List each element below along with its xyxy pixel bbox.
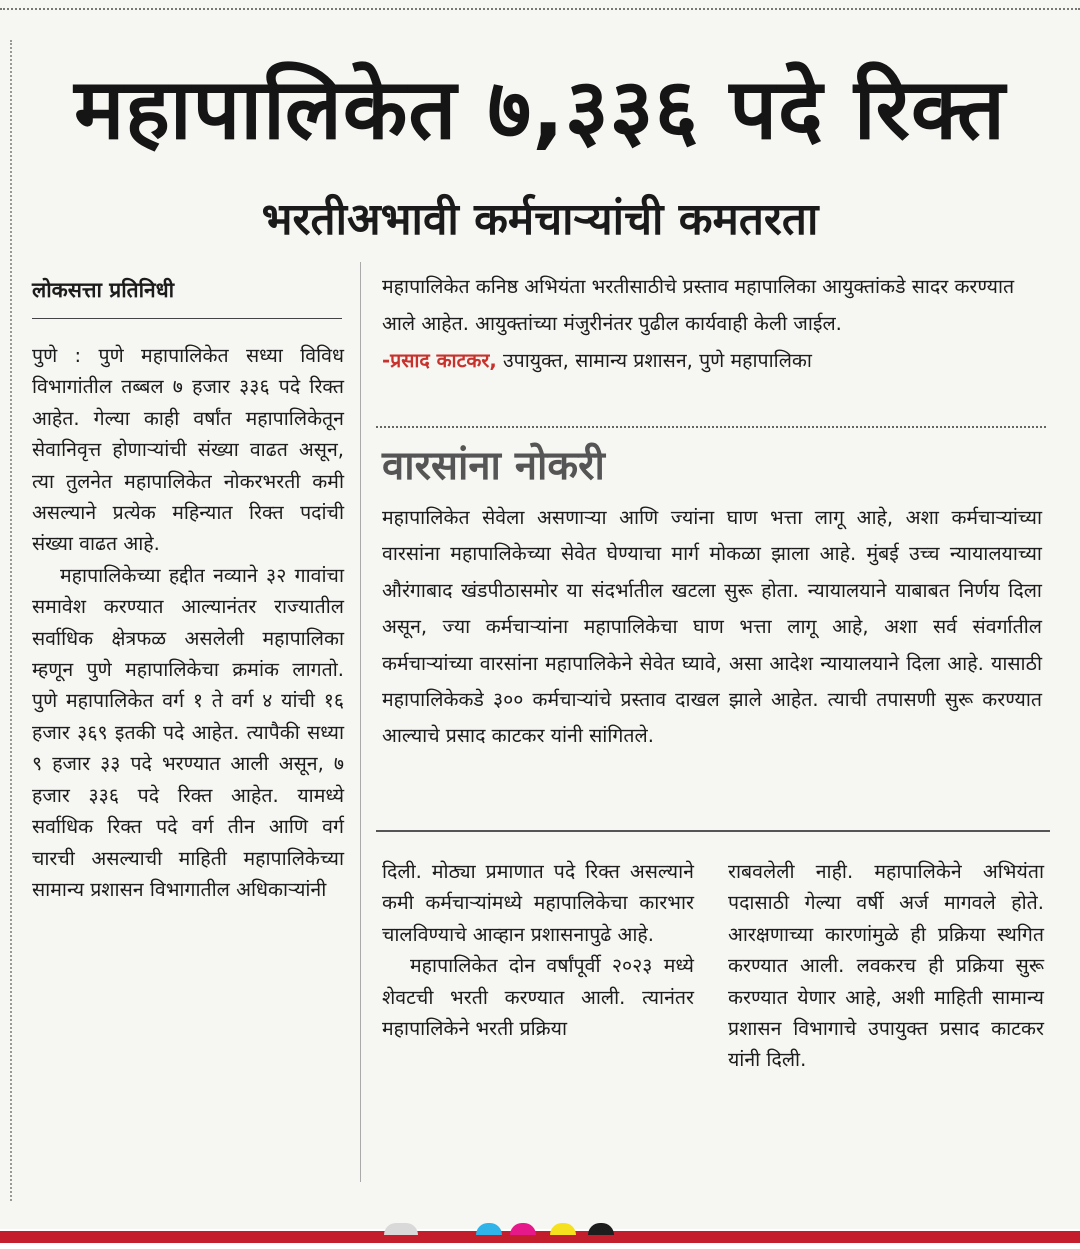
body-paragraph: दिली. मोठ्या प्रमाणात पदे रिक्त असल्याने कमी कर्मचाऱ्यांमध्ये महापालिकेचा कारभार चालविण्याचे आव्हान प्रशासनापुढे आहे. xyxy=(382,860,694,946)
body-paragraph: महापालिकेच्या हद्दीत नव्याने ३२ गावांचा समावेश करण्यात आल्यानंतर राज्यातील सर्वाधिक क्षेत्रफळ असलेली महापालिका म्हणून पुणे महापालिकेचा क्रमांक लागतो. पुणे महापालिकेत वर्ग १ ते वर्ग ४ यांची १६ हजार ३६९ इतकी पदे आहेत. त्यापैकी सध्या ९ हजार ३३ पदे भरण्यात आली असून, ७ हजार ३३६ पदे रिक्त आहेत. यामध्ये सर्वाधिक रिक्त पदे वर्ग तीन आणि वर्ग चारची असल्याची माहिती महापालिकेच्या सामान्य प्रशासन विभागातील अधिकाऱ्यांनी xyxy=(32,563,344,901)
section-divider xyxy=(376,830,1050,832)
box-body xyxy=(382,500,1042,755)
quote-attribution xyxy=(382,342,1042,379)
body-paragraph: पुणे : पुणे महापालिकेत सध्या विविध विभागांतील तब्बल ७ हजार ३३६ पदे रिक्त आहेत. गेल्या काही वर्षांत महापालिकेतून सेवानिवृत्त होणाऱ्यांची संख्या वाढत असून, त्या तुलनेत महापालिकेत नोकरभरती कमी असल्याने प्रत्येक महिन्यात रिक्त पदांची संख्या वाढत आहे. xyxy=(32,344,344,556)
body-column-2 xyxy=(382,856,694,1044)
byline-divider xyxy=(32,318,342,319)
body-paragraph: राबवलेली नाही. महापालिकेने अभियंता पदासाठी गेल्या वर्षी अर्ज मागवले होते. आरक्षणाच्या कारणांमुळे ही प्रक्रिया स्थगित करण्यात आली. लवकरच ही प्रक्रिया सुरू करण्यात येणार आहे, अशी माहिती सामान्य प्रशासन विभागाचे उपायुक्त प्रसाद काटकर यांनी दिली. xyxy=(728,860,1044,1072)
pull-quote xyxy=(382,268,1042,379)
box-paragraph: महापालिकेत सेवेला असणाऱ्या आणि ज्यांना घाण भत्ता लागू आहे, अशा कर्मचाऱ्यांच्या वारसांना महापालिकेच्या सेवेत घेण्याचा मार्ग मोकळा झाला आहे. मुंबई उच्च न्यायालयाच्या औरंगाबाद खंडपीठासमोर या संदर्भातील खटला सुरू होता. न्यायालयाने याबाबत निर्णय दिला असून, ज्या कर्मचाऱ्यांना महापालिकेचा घाण भत्ता लागू आहे, अशा सर्व संवर्गातील कर्मचाऱ्यांच्या वारसांना महापालिकेने सेवेत घ्यावे, असा आदेश न्यायालयाने दिला आहे. यासाठी महापालिकेकडे ३०० कर्मचाऱ्यांचे प्रस्ताव दाखल झाले आहेत. त्याची तपासणी सुरू करण्यात आल्याचे प्रसाद काटकर यांनी सांगितले. xyxy=(382,506,1042,748)
body-column-3 xyxy=(728,856,1044,1076)
quote-divider xyxy=(376,426,1046,428)
footer-dot xyxy=(588,1223,614,1235)
byline: लोकसत्ता प्रतिनिधी xyxy=(32,278,175,302)
body-paragraph: महापालिकेत दोन वर्षांपूर्वी २०२३ मध्ये शेवटची भरती करण्यात आली. त्यानंतर महापालिकेने भरती प्रक्रिया xyxy=(382,954,694,1041)
footer-dot xyxy=(510,1223,536,1235)
box-title: वारसांना नोकरी xyxy=(382,443,605,489)
quote-designation: उपायुक्त, सामान्य प्रशासन, पुणे महापालिका xyxy=(496,349,812,372)
quote-name: -प्रसाद काटकर, xyxy=(382,349,497,372)
footer-color-dots xyxy=(384,1221,634,1235)
column-divider xyxy=(360,262,361,1182)
footer-dot xyxy=(550,1223,576,1235)
body-column-1 xyxy=(32,340,344,905)
subheadline: भरतीअभावी कर्मचाऱ्यांची कमतरता xyxy=(261,194,819,245)
top-dotted-border xyxy=(0,8,1080,10)
footer-dot xyxy=(384,1223,418,1235)
footer-dot xyxy=(476,1223,502,1235)
quote-text: महापालिकेत कनिष्ठ अभियंता भरतीसाठीचे प्रस्ताव महापालिका आयुक्तांकडे सादर करण्यात आले आहेत. आयुक्तांच्या मंजुरीनंतर पुढील कार्यवाही केली जाईल. xyxy=(382,275,1015,335)
headline: महापालिकेत ७,३३६ पदे रिक्त xyxy=(74,60,1006,158)
